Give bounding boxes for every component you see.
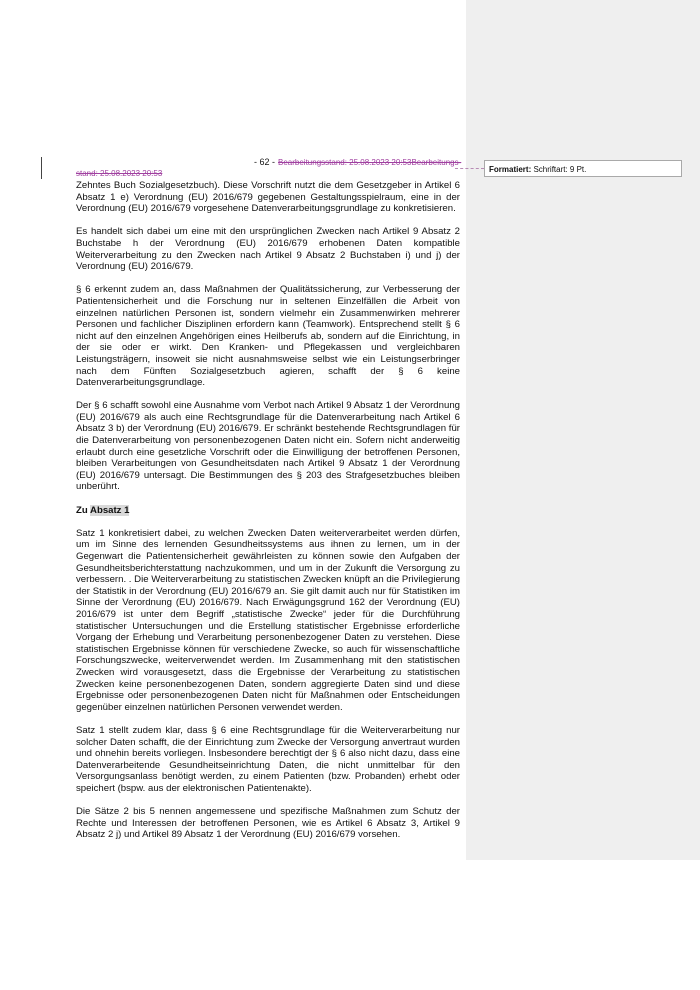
change-bar [41,157,42,179]
section-heading-prefix: Zu [76,504,91,516]
paragraph: § 6 erkennt zudem an, dass Maßnahmen der Qualitätssicherung, zur Verbesserung der Patientensicherheit und die Forschung nur in seltenen Einzelfällen die Arbeit von einzelnen natürlichen Personen ist, sondern vielmehr ein Zusammenwirken mehrerer Personen und fachlicher Disziplinen erfordern kann (Teamwork). Entsprechend stellt § 6 nicht auf den einzelnen Angehörigen eines Heilberufs ab, sondern auf die Einrichtung, in der sie oder er wirkt. Den Kranken- und Pflegekassen und vergleichbaren Leistungsträgern, insoweit sie nicht ausnahmsweise selbst wie ein Leistungserbringer nach dem Fünften Sozialgesetzbuch agieren, schafft der § 6 keine Datenverarbeitungsgrundlage. [76,284,460,389]
paragraph: Es handelt sich dabei um eine mit den ursprünglichen Zwecken nach Artikel 9 Absatz 2 Buchstabe h der Verordnung (EU) 2016/679 erhobenen Daten kompatible Weiterverarbeitung zu den Zwecken nach Artikel 9 Absatz 2 Buchstaben i) und j) der Verordnung (EU) 2016/679. [76,226,460,273]
page-number: - 62 - [254,157,276,167]
section-heading [76,505,460,517]
section-heading-highlight: Absatz 1 [90,504,130,516]
document-body [76,180,460,852]
paragraph: Der § 6 schafft sowohl eine Ausnahme vom Verbot nach Artikel 9 Absatz 1 der Verordnung (EU) 2016/679 als auch eine Rechtsgrundlage für die Datenverarbeitung nach Artikel 6 Absatz 3 b) der Verordnung (EU) 2016/679. Er schränkt bestehende Rechtsgrundlagen für die Datenverarbeitung von personenbezogenen Daten nicht ein. Sofern nicht anderweitig erlaubt durch eine gesetzliche Vorschrift oder die Einwilligung der betroffenen Personen, bleiben Verarbeitungen von Gesundheitsdaten nach Artikel 9 Absatz 1 der Verordnung (EU) 2016/679 untersagt. Die Bestimmungen des § 203 des Strafgesetzbuches bleiben unberührt. [76,400,460,493]
paragraph: Die Sätze 2 bis 5 nennen angemessene und spezifische Maßnahmen zum Schutz der Rechte und Interessen der betroffenen Personen, wie es Artikel 6 Absatz 3, Artikel 9 Absatz 2 j) und Artikel 89 Absatz 1 der Verordnung (EU) 2016/679 vorsehen. [76,806,460,841]
comment-connector-line [455,168,484,169]
paragraph: Satz 1 stellt zudem klar, dass § 6 eine Rechtsgrundlage für die Weiterverarbeitung nur solcher Daten schafft, die der Einrichtung zum Zwecke der Versorgung anvertraut wurden und ohnehin bereits vorliegen. Insbesondere berechtigt der § 6 also nicht dazu, dass eine Datenverarbeitende Gesundheitseinrichtung Daten, die nicht unmittelbar für den Versorgungsanlass benötigt werden, zu einem Patienten (bzw. Probanden) erhebt oder speichert (bspw. aus der elektronischen Patientenakte). [76,724,460,794]
deleted-revision-text-1: Bearbeitungsstand: 25.08.2023 20:53Bearbeitungs- [278,158,462,167]
paragraph: Satz 1 konkretisiert dabei, zu welchen Zwecken Daten weiterverarbeitet werden dürfen, um im Sinne des lernenden Gesundheitssystems aus ihnen zu lernen, um in der Gegenwart die Patientensicherheit gewährleisten zu können sowie den Aufgaben der Gesundheitsberichterstattung nachzukommen, und um in der Zukunft die Versorgung zu verbessern. . Die Weiterverarbeitung zu statistischen Zwecken knüpft an die Privilegierung der Statistik in der Verordnung (EU) 2016/679 an. Sie gilt damit auch nur für Statistiken im Sinne der Verordnung (EU) 2016/679. Nach Erwägungsgrund 162 der Verordnung (EU) 2016/679 ist unter dem Begriff „statistische Zwecke“ jeder für die Durchführung statistischer Untersuchungen und die Erstellung statistischer Ergebnisse erforderliche Vorgang der Erhebung und Verarbeitung personenbezogener Daten zu verstehen. Diese statistischen Ergebnisse können für verschiedene Zwecke, so auch für wissenschaftliche Forschungszwecke, weiterverwendet werden. Im Zusammenhang mit den statistischen Zwecken wird vorausgesetzt, dass die Ergebnisse der Verarbeitung zu statistischen Zwecken keine personenbezogenen Daten, sondern aggregierte Daten sind und diese Ergebnisse oder personenbezogenen Daten nicht für Maßnahmen oder Entscheidungen gegenüber einzelnen natürlichen Personen verwendet werden. [76,527,460,713]
comment-text: Schriftart: 9 Pt. [533,165,587,174]
paragraph: Zehntes Buch Sozialgesetzbuch). Diese Vorschrift nutzt die dem Gesetzgeber in Artikel 6 Absatz 1 e) Verordnung (EU) 2016/679 gegebenen Gestaltungsspielraum, eine in der Verordnung (EU) 2016/679 vorgesehene Datenverarbeitungsgrundlage zu konkretisieren. [76,180,460,215]
comment-margin-pane [466,0,700,860]
deleted-revision-text-2: stand: 25.08.2023 20:53 [76,169,163,178]
format-comment-balloon[interactable] [484,160,682,177]
comment-label: Formatiert: [489,165,532,174]
